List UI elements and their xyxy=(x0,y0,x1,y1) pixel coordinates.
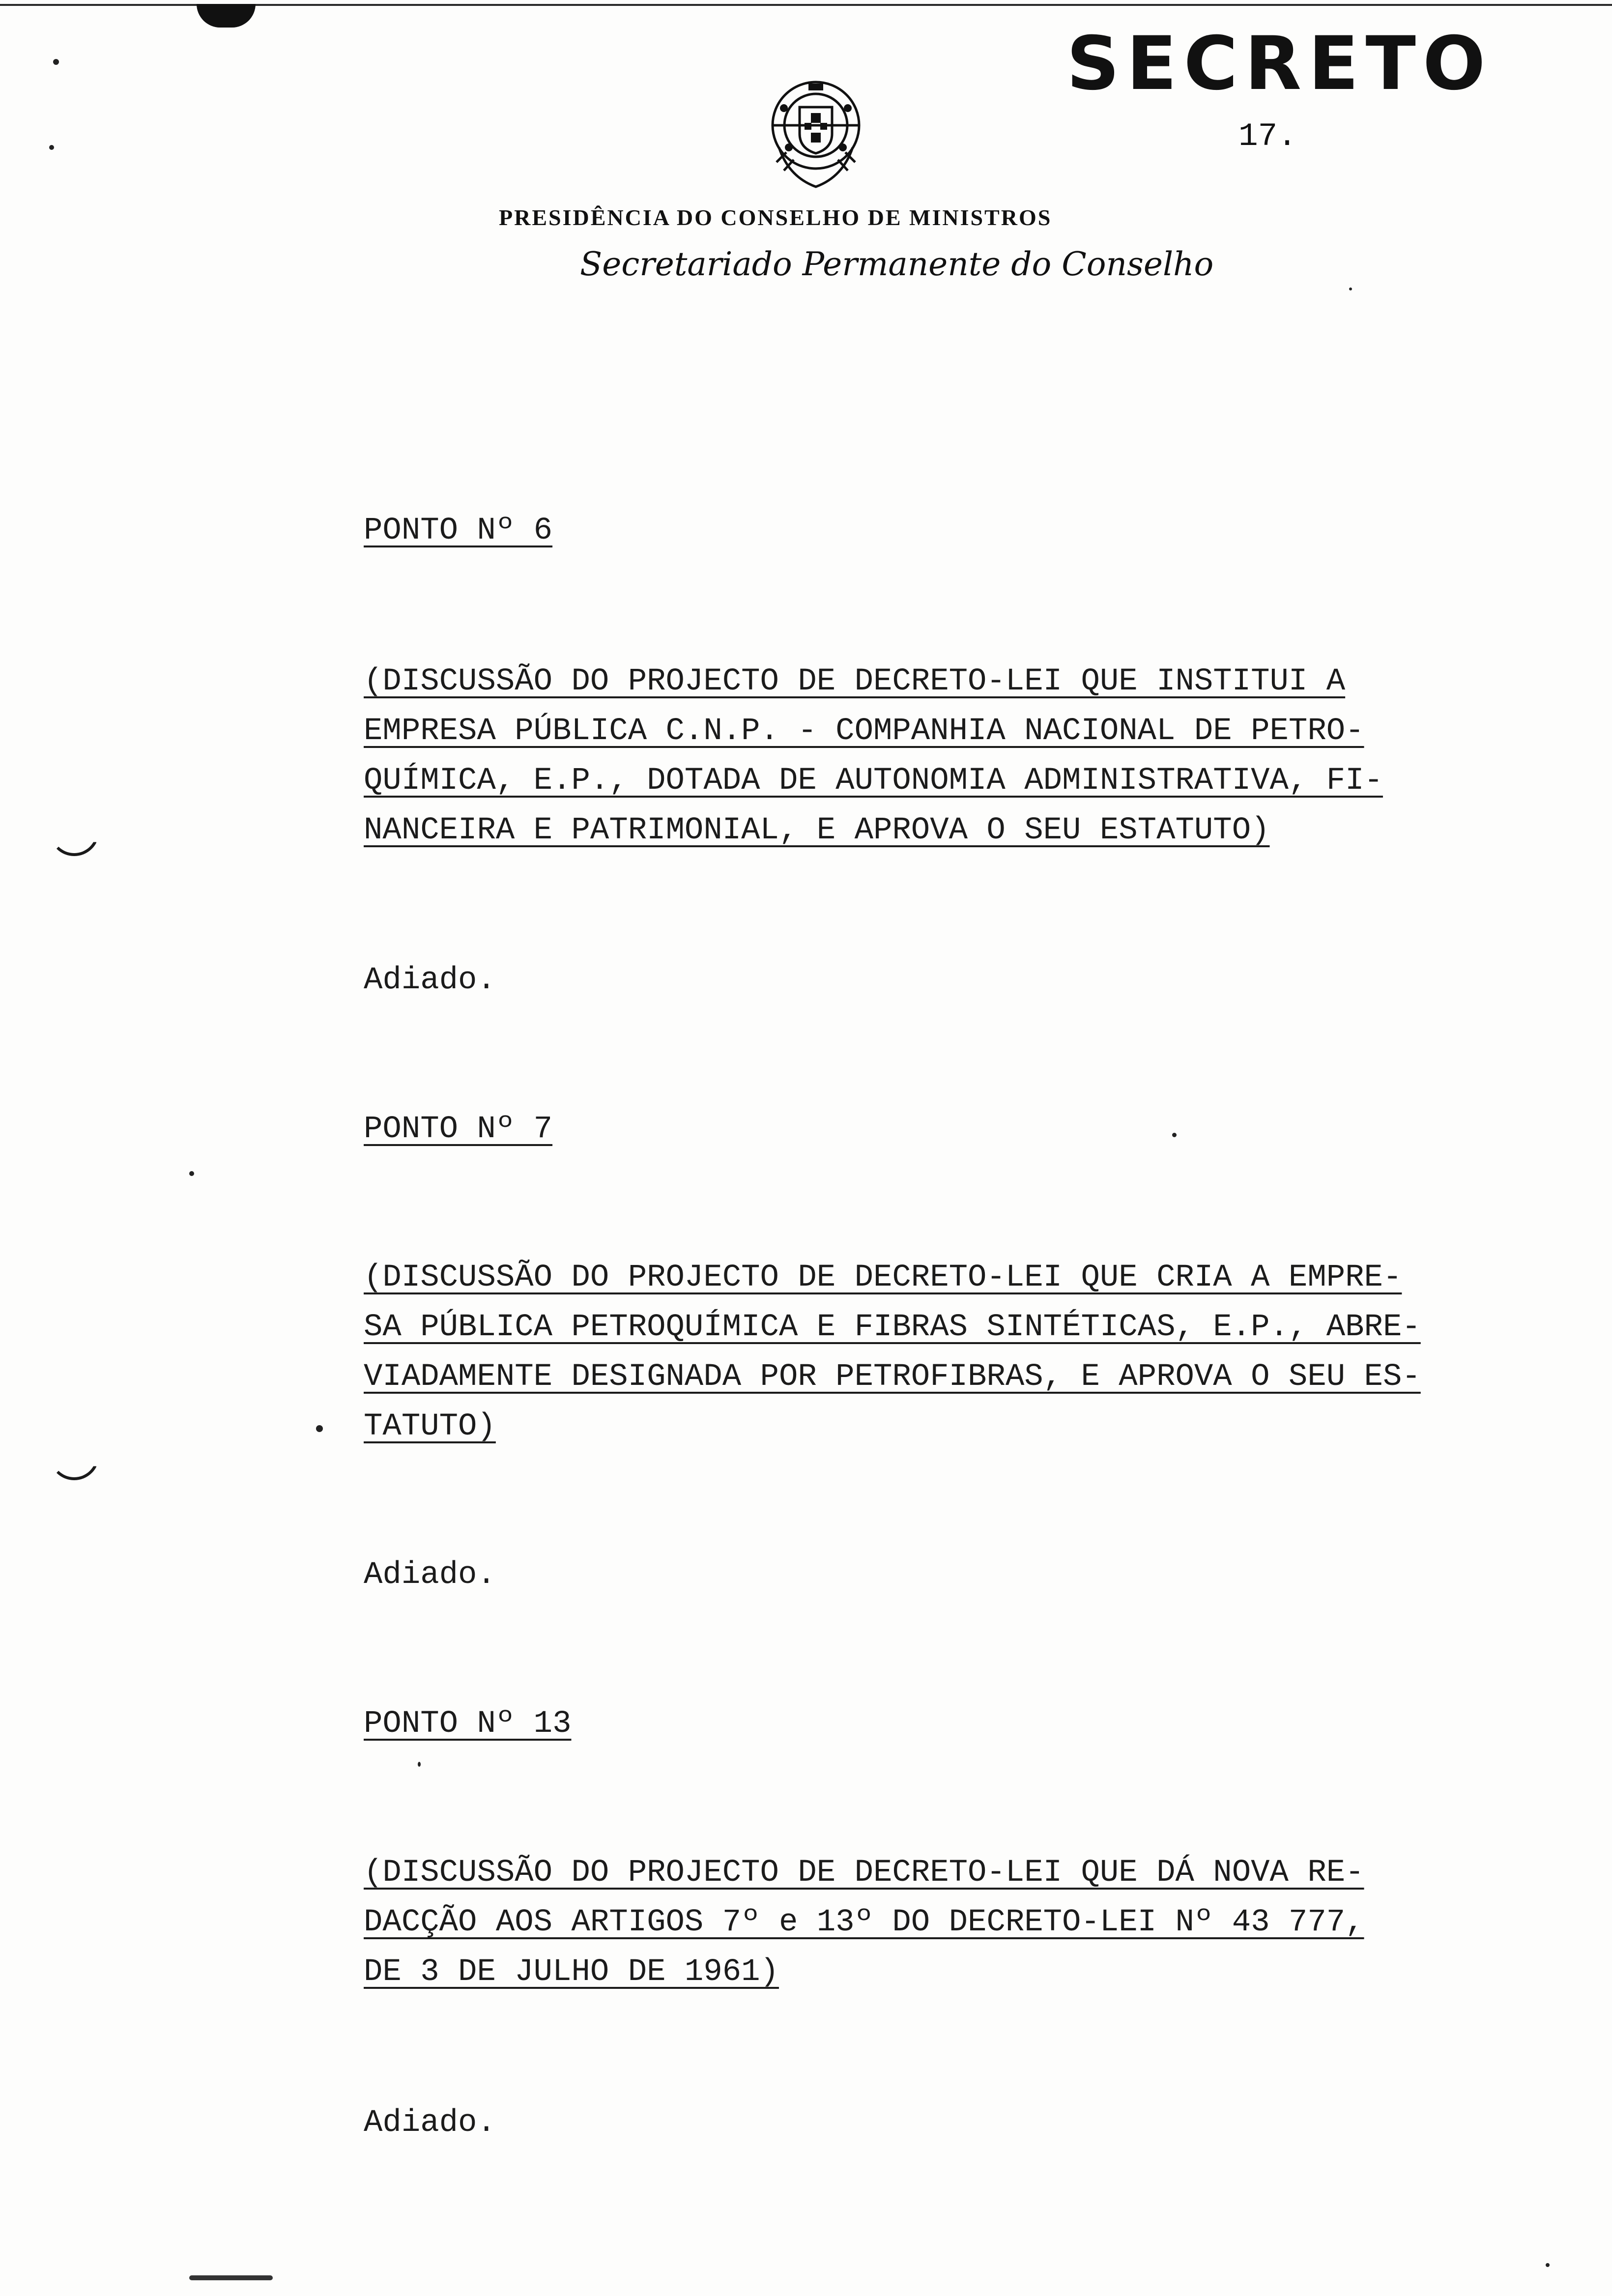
scan-speck xyxy=(189,1171,194,1176)
scan-speck xyxy=(1172,1133,1177,1137)
section-description-line: EMPRESA PÚBLICA C.N.P. - COMPANHIA NACIONAL DE PETRO- xyxy=(364,714,1364,749)
scan-speck xyxy=(49,145,54,150)
coat-of-arms-emblem xyxy=(759,74,872,192)
section-description-line: TATUTO) xyxy=(364,1409,496,1444)
section-description-line: VIADAMENTE DESIGNADA POR PETROFIBRAS, E APROVA O SEU ES- xyxy=(364,1359,1421,1395)
scan-speck xyxy=(316,1425,323,1432)
section-status: Adiado. xyxy=(364,2105,496,2141)
section-heading-ponto-13: PONTO Nº 13 xyxy=(364,1706,572,1742)
department-signature-line: Secretariado Permanente do Conselho xyxy=(580,245,1214,283)
section-heading-ponto-6: PONTO Nº 6 xyxy=(364,513,553,548)
section-description-line: NANCEIRA E PATRIMONIAL, E APROVA O SEU ESTATUTO) xyxy=(364,813,1270,848)
classification-stamp: SECRETO xyxy=(1066,21,1493,107)
section-description-line: (DISCUSSÃO DO PROJECTO DE DECRETO-LEI QUE INSTITUI A xyxy=(364,664,1346,699)
section-status: Adiado. xyxy=(364,963,496,998)
scan-speck xyxy=(1546,2263,1550,2267)
top-ink-mark xyxy=(197,4,256,28)
margin-ink-mark xyxy=(49,831,99,856)
section-description-line: DE 3 DE JULHO DE 1961) xyxy=(364,1954,779,1990)
section-description-line: (DISCUSSÃO DO PROJECTO DE DECRETO-LEI QUE DÁ NOVA RE- xyxy=(364,1855,1364,1891)
section-heading-ponto-7: PONTO Nº 7 xyxy=(364,1112,553,1147)
section-description-line: SA PÚBLICA PETROQUÍMICA E FIBRAS SINTÉTICAS, E.P., ABRE- xyxy=(364,1310,1421,1345)
organization-name: PRESIDÊNCIA DO CONSELHO DE MINISTROS xyxy=(499,205,1052,230)
scan-speck xyxy=(418,1762,421,1767)
scan-speck xyxy=(53,59,59,65)
bottom-ink-smudge xyxy=(189,2275,273,2280)
section-status: Adiado. xyxy=(364,1557,496,1593)
section-description-line: (DISCUSSÃO DO PROJECTO DE DECRETO-LEI QUE CRIA A EMPRE- xyxy=(364,1260,1402,1295)
section-description-line: DACÇÃO AOS ARTIGOS 7º e 13º DO DECRETO-LEI Nº 43 777, xyxy=(364,1905,1364,1940)
scan-speck xyxy=(1349,287,1352,290)
page-number: 17. xyxy=(1238,118,1297,155)
margin-ink-mark xyxy=(49,1455,99,1480)
section-description-line: QUÍMICA, E.P., DOTADA DE AUTONOMIA ADMINISTRATIVA, FI- xyxy=(364,763,1383,799)
